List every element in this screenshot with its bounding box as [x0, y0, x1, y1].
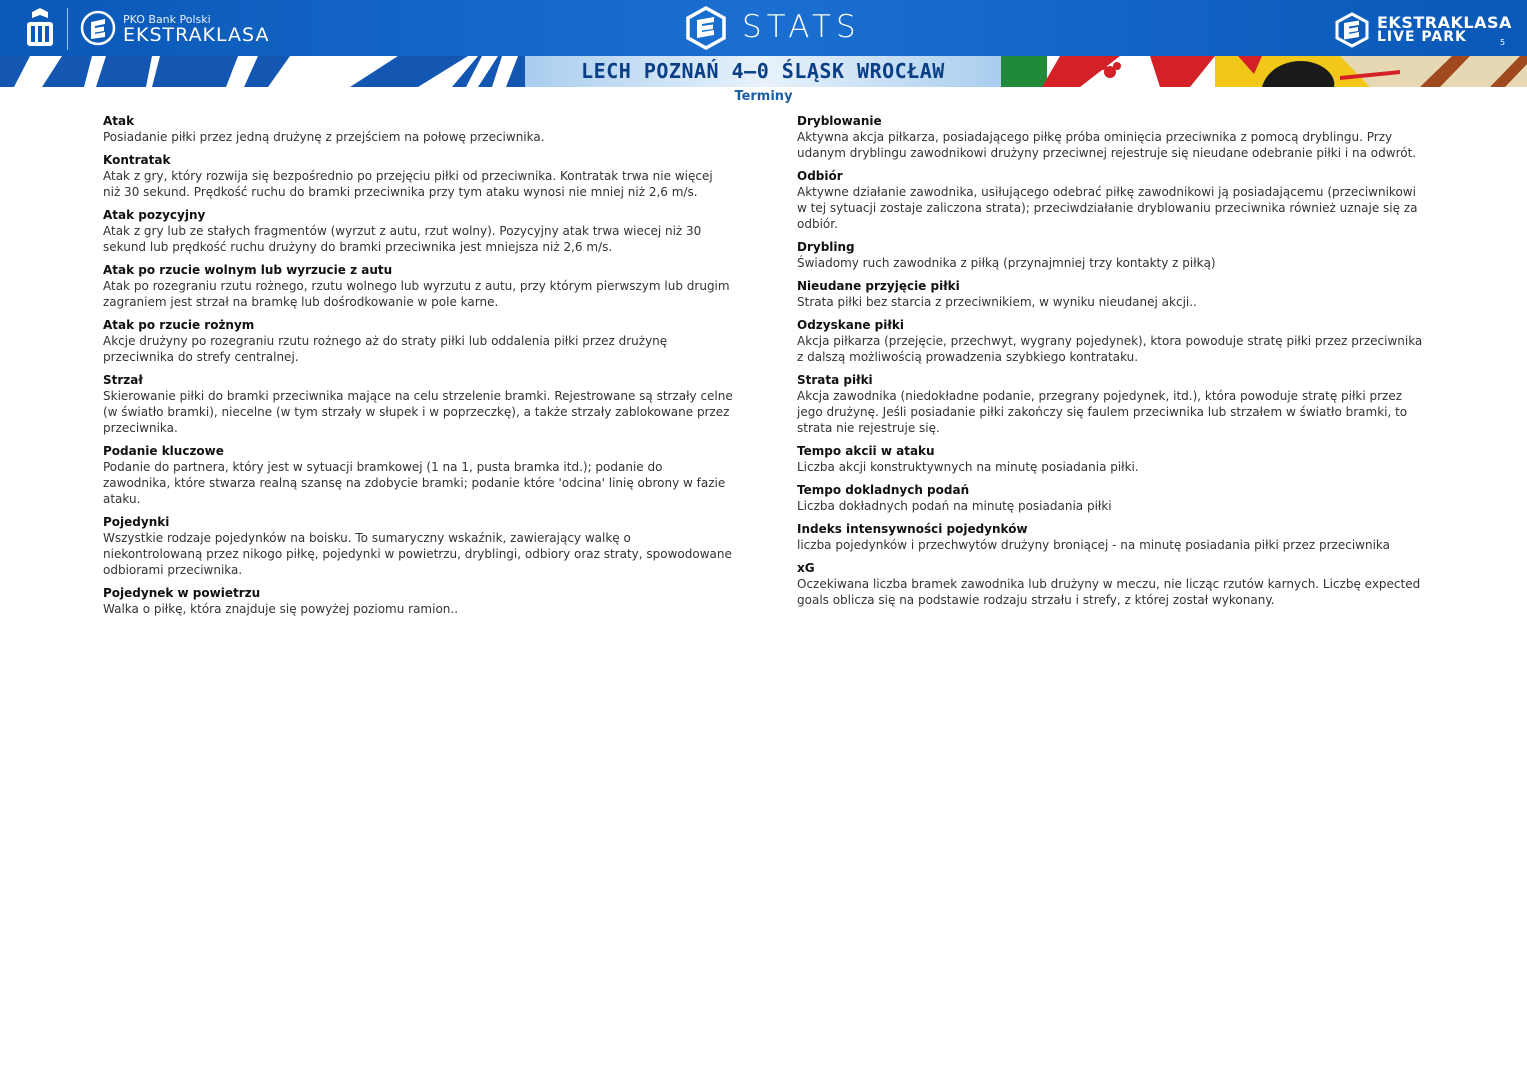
term-name: Odzyskane piłki	[797, 318, 904, 332]
term-definition: Atak z gry lub ze stałych fragmentów (wyrzut z autu, rzut wolny). Pozycyjny atak trwa wiecej niż 30 sekund lub prędkość ruchu drużyny do bramki przeciwnika jest mniejsza niż 2,6 m/s.	[103, 224, 702, 254]
ekstraklasa-badge-icon	[80, 10, 116, 46]
term-name: Strata piłki	[797, 373, 873, 387]
terms-column-right	[797, 113, 1427, 615]
page-number: 5	[1500, 38, 1506, 47]
term-name: xG	[797, 561, 815, 575]
term-entry	[797, 521, 1427, 553]
term-name: Strzał	[103, 373, 143, 387]
logo-divider	[67, 8, 68, 50]
term-name: Pojedynki	[103, 515, 170, 529]
term-entry	[797, 317, 1427, 365]
term-entry	[797, 239, 1427, 271]
term-definition: Posiadanie piłki przez jedną drużynę z przejściem na połowę przeciwnika.	[103, 130, 545, 144]
term-entry	[797, 560, 1427, 608]
sponsor-line: PKO Bank Polski	[123, 13, 211, 26]
term-definition: Skierowanie piłki do bramki przeciwnika mające na celu strzelenie bramki. Rejestrowane są strzały celne (w światło bramki), niecelne (w tym strzały w słupek i w poprzeczkę), a także strzały zablokowane przez przeciwnika.	[103, 389, 733, 435]
term-definition: Aktywna akcja piłkarza, posiadającego piłkę próba ominięcia przeciwnika z pomocą dryblingu. Przy udanym dryblingu zawodnikowi drużyny przeciwnej rejestruje się nieudane odebranie piłki i na odwrót.	[797, 130, 1417, 160]
term-entry	[797, 168, 1427, 232]
term-definition: Akcja piłkarza (przejęcie, przechwyt, wygrany pojedynek), ktora powoduje stratę piłki przez przeciwnika z dalszą możliwością prowadzenia szybkiego kontrataku.	[797, 334, 1423, 364]
term-name: Podanie kluczowe	[103, 444, 224, 458]
stats-title: STATS	[742, 9, 861, 45]
term-entry	[797, 443, 1427, 475]
term-name: Atak pozycyjny	[103, 208, 206, 222]
term-definition: Aktywne działanie zawodnika, usiłującego odebrać piłkę zawodnikowi ją posiadającemu (przeciwnikowi w tej sytuacji zostaje zaliczona strata); przeciwdziałanie dryblowaniu przeciwnika również uznaje się za odbiór.	[797, 185, 1418, 231]
term-definition: Podanie do partnera, który jest w sytuacji bramkowej (1 na 1, pusta bramka itd.); podanie do zawodnika, które stwarza realną szansę na zdobycie bramki; podanie które 'odcina' linię obrony w fazie ataku.	[103, 460, 726, 506]
league-brand: EKSTRAKLASA	[123, 24, 270, 46]
term-entry	[103, 585, 733, 617]
match-title: LECH POZNAŃ 4–0 ŚLĄSK WROCŁAW	[581, 59, 945, 83]
term-definition: Akcje drużyny po rozegraniu rzutu rożnego aż do straty piłki lub oddalenia piłki przez drużynę przeciwnika do strefy centralnej.	[103, 334, 668, 364]
pko-logo-icon	[24, 6, 56, 48]
right-brand-subtitle: LIVE PARK	[1377, 29, 1467, 45]
term-entry	[103, 372, 733, 436]
section-title: Terminy	[734, 89, 793, 104]
term-name: Indeks intensywności pojedynków	[797, 522, 1028, 536]
stats-logo-icon	[684, 6, 728, 50]
term-definition: liczba pojedynków i przechwytów drużyny broniącej - na minutę posiadania piłki przez przeciwnika	[797, 538, 1390, 552]
term-entry	[103, 317, 733, 365]
term-entry	[797, 372, 1427, 436]
term-definition: Strata piłki bez starcia z przeciwnikiem, w wyniku nieudanej akcji..	[797, 295, 1197, 309]
terms-column-left	[103, 113, 733, 624]
term-name: Pojedynek w powietrzu	[103, 586, 261, 600]
term-definition: Świadomy ruch zawodnika z piłką (przynajmniej trzy kontakty z piłką)	[797, 256, 1216, 270]
term-definition: Atak z gry, który rozwija się bezpośrednio po przejęciu piłki od przeciwnika. Kontratak trwa nie więcej niż 30 sekund. Prędkość ruchu do bramki przeciwnika przy tym ataku wynosi nie mniej niż 2,6 m/s.	[103, 169, 713, 199]
term-entry	[797, 113, 1427, 161]
term-definition: Liczba dokładnych podań na minutę posiadania piłki	[797, 499, 1112, 513]
term-definition: Oczekiwana liczba bramek zawodnika lub drużyny w meczu, nie licząc rzutów karnych. Liczbę expected goals oblicza się na podstawie rodzaju strzału i strefy, z której został wykonany.	[797, 577, 1421, 607]
term-name: Tempo dokladnych podań	[797, 483, 970, 497]
term-name: Drybling	[797, 240, 855, 254]
live-park-badge-icon	[1334, 12, 1370, 48]
term-entry	[103, 262, 733, 310]
term-name: Atak po rzucie wolnym lub wyrzucie z autu	[103, 263, 393, 277]
term-definition: Akcja zawodnika (niedokładne podanie, przegrany pojedynek, itd.), która powoduje stratę piłki przez jego drużynę. Jeśli posiadanie piłki zakończy się faulem przeciwnika lub strzałem w światło bramki, to strata nie rejestruje się.	[797, 389, 1408, 435]
term-name: Atak po rzucie rożnym	[103, 318, 255, 332]
term-definition: Atak po rozegraniu rzutu rożnego, rzutu wolnego lub wyrzutu z autu, przy którym pierwszym lub drugim zagraniem jest strzał na bramkę lub dośrodkowanie w pole karne.	[103, 279, 730, 309]
term-name: Tempo akcii w ataku	[797, 444, 935, 458]
term-name: Dryblowanie	[797, 114, 882, 128]
header-bar	[0, 0, 1527, 56]
term-name: Nieudane przyjęcie piłki	[797, 279, 960, 293]
term-entry	[103, 113, 733, 145]
right-brand-title: EKSTRAKLASA	[1377, 13, 1512, 32]
term-name: Kontratak	[103, 153, 171, 167]
term-definition: Walka o piłkę, która znajduje się powyżej poziomu ramion..	[103, 602, 459, 616]
term-entry	[103, 443, 733, 507]
term-definition: Liczba akcji konstruktywnych na minutę posiadania piłki.	[797, 460, 1139, 474]
term-entry	[797, 278, 1427, 310]
term-definition: Wszystkie rodzaje pojedynków na boisku. To sumaryczny wskaźnik, zawierający walkę o niekontrolowaną przez nikogo piłkę, pojedynki w powietrzu, dryblingi, odbiory oraz straty, spowodowane odbiorami przeciwnika.	[103, 531, 732, 577]
term-name: Odbiór	[797, 169, 843, 183]
term-entry	[797, 482, 1427, 514]
term-entry	[103, 207, 733, 255]
term-entry	[103, 514, 733, 578]
term-name: Atak	[103, 114, 135, 128]
term-entry	[103, 152, 733, 200]
